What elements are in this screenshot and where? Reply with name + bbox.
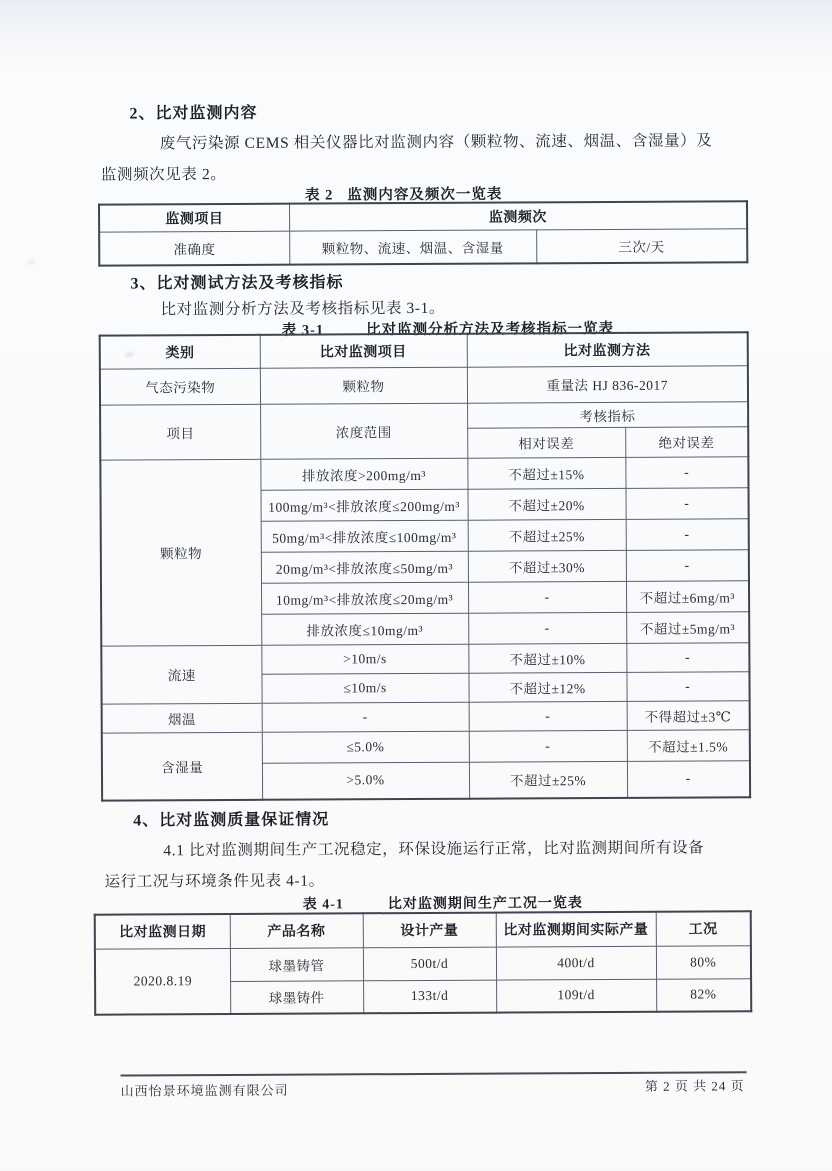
table-4-1-cell-design: 133t/d: [363, 980, 496, 1014]
table-3-1-header-method: 比对监测方法: [467, 332, 748, 366]
table-3-1-pm-rel: -: [468, 581, 626, 613]
section-4-paragraph-line2: 运行工况与环境条件见表 4-1。: [104, 872, 325, 891]
table-3-1-temp-range: -: [262, 702, 469, 732]
table-3-1-cell-indicator: 考核指标: [467, 401, 748, 427]
table-4-1-cell-product: 球墨铸管: [230, 947, 363, 981]
table-3-1-humidity-rel: -: [469, 730, 627, 762]
section-2-paragraph-line2: 监测频次见表 2。: [100, 165, 227, 184]
table-3-1-pm-abs: -: [626, 518, 749, 550]
table-3-1-cell-method: 重量法 HJ 836-2017: [467, 365, 748, 402]
footer-page-number: 第 2 页 共 24 页: [644, 1078, 745, 1094]
table-3-1-pm-rel: 不超过±25%: [468, 519, 626, 551]
table-3-1-cell-project: 项目: [100, 404, 260, 460]
table-3-1-caption-title: 比对监测分析方法及考核指标一览表: [366, 320, 615, 339]
table-4-1-header-date: 比对监测日期: [95, 914, 230, 949]
table-4-1-cell-actual: 400t/d: [496, 946, 656, 980]
table-4-1-cell-design: 500t/d: [363, 947, 496, 981]
table-4-1-header-condition: 工况: [656, 911, 751, 945]
table-3-1-pm-range: 排放浓度>200mg/m³: [260, 458, 467, 490]
table-3-1-header-item: 比对监测项目: [260, 334, 467, 368]
table-3-1-temp-abs: 不得超过±3℃: [627, 700, 750, 730]
section-3-paragraph: 比对监测分析方法及考核指标见表 3-1。: [160, 299, 446, 319]
table-4-1-caption-label: 表 4-1: [302, 897, 344, 913]
scan-artifact: [125, 352, 134, 356]
section-4-paragraph-line1: 4.1 比对监测期间生产工况稳定，环保设施运行正常，比对监测期间所有设备: [163, 839, 705, 860]
table-3-1-flow-range: ≤10m/s: [261, 673, 468, 703]
table-4-1-header-actual-output: 比对监测期间实际产量: [496, 912, 656, 947]
table-3-1-pm-rel: 不超过±15%: [467, 457, 625, 489]
table-4-1-header-product: 产品名称: [230, 913, 363, 948]
table-3-1-temp-rel: -: [469, 701, 627, 731]
scan-artifact: [28, 260, 35, 264]
footer-company-name: 山西怡景环境监测有限公司: [120, 1082, 289, 1099]
table-3-1-flow-rel: 不超过±10%: [468, 643, 626, 673]
table-3-1-flow-range: >10m/s: [261, 644, 468, 674]
table-3-1-pm-range: 50mg/m³<排放浓度≤100mg/m³: [261, 520, 468, 552]
table-3-1-methods-indicators: [99, 331, 751, 801]
table-3-1-flow-abs: -: [626, 671, 749, 701]
section-2-paragraph-line1: 废气污染源 CEMS 相关仪器比对监测内容（颗粒物、流速、烟温、含湿量）及: [159, 132, 713, 153]
table-3-1-cell-temp-label: 烟温: [102, 703, 262, 733]
table-3-1-cell-absolute-error: 绝对误差: [625, 426, 748, 457]
table-3-1-pm-abs: 不超过±6mg/m³: [626, 580, 749, 612]
scan-artifact: [133, 934, 143, 938]
table-2-caption-label: 表 2: [304, 187, 334, 204]
table-2-cell-parameters: 颗粒物、流速、烟温、含湿量: [289, 229, 536, 264]
table-3-1-pm-rel: 不超过±20%: [467, 488, 625, 520]
table-3-1-pm-abs: -: [626, 549, 749, 581]
table-4-1-cell-product: 球墨铸件: [230, 980, 363, 1014]
table-2-monitoring-content: [98, 200, 748, 266]
table-4-1-cell-condition: 82%: [656, 978, 751, 1011]
table-3-1-cell-range-label: 浓度范围: [260, 403, 467, 459]
table-3-1-pm-abs: -: [625, 456, 748, 488]
table-3-1-pm-abs: 不超过±5mg/m³: [626, 611, 749, 643]
table-3-1-caption-label: 表 3-1: [281, 322, 325, 339]
table-3-1-humidity-range: >5.0%: [262, 762, 469, 800]
table-4-1-cell-condition: 80%: [656, 945, 751, 978]
table-4-1-header-design-output: 设计产量: [363, 913, 496, 948]
table-3-1-cell-gaseous: 气态污染物: [100, 368, 260, 405]
table-3-1-pm-range: 100mg/m³<排放浓度≤200mg/m³: [261, 489, 468, 521]
table-3-1-humidity-abs: -: [627, 760, 750, 798]
section-3-heading: 3、比对测试方法及考核指标: [130, 274, 344, 293]
table-3-1-humidity-rel: 不超过±25%: [469, 761, 627, 799]
table-3-1-pm-range: 排放浓度≤10mg/m³: [261, 613, 468, 645]
table-3-1-pm-abs: -: [625, 487, 748, 519]
table-2-cell-accuracy: 准确度: [99, 231, 289, 266]
table-4-1-cell-actual: 109t/d: [496, 979, 656, 1013]
table-2-caption-title: 监测内容及频次一览表: [347, 186, 503, 204]
table-3-1-cell-pm-label: 颗粒物: [100, 459, 261, 646]
table-2-header-item: 监测项目: [99, 204, 289, 232]
table-2-header-frequency: 监测频次: [289, 201, 747, 230]
table-3-1-cell-relative-error: 相对误差: [467, 427, 625, 458]
table-4-1-production-status: [94, 910, 753, 1015]
table-3-1-pm-range: 10mg/m³<排放浓度≤20mg/m³: [261, 582, 468, 614]
table-3-1-pm-rel: -: [468, 612, 626, 644]
table-3-1-cell-pm: 颗粒物: [260, 367, 467, 404]
table-3-1-pm-range: 20mg/m³<排放浓度≤50mg/m³: [261, 551, 468, 583]
table-3-1-humidity-range: ≤5.0%: [262, 731, 469, 763]
section-2-heading: 2、比对监测内容: [129, 104, 258, 123]
table-3-1-pm-rel: 不超过±30%: [468, 550, 626, 582]
table-4-1-cell-date: 2020.8.19: [95, 948, 230, 1015]
table-3-1-flow-rel: 不超过±12%: [468, 672, 626, 702]
table-3-1-header-category: 类别: [100, 335, 260, 369]
table-3-1-flow-abs: -: [626, 642, 749, 672]
table-3-1-cell-humidity-label: 含湿量: [102, 732, 262, 801]
table-3-1-cell-flow-label: 流速: [101, 645, 261, 704]
table-4-1-caption-title: 比对监测期间生产工况一览表: [387, 896, 583, 913]
table-2-cell-frequency: 三次/天: [536, 228, 747, 263]
table-3-1-humidity-abs: 不超过±1.5%: [627, 729, 750, 761]
section-4-heading: 4、比对监测质量保证情况: [133, 811, 330, 830]
